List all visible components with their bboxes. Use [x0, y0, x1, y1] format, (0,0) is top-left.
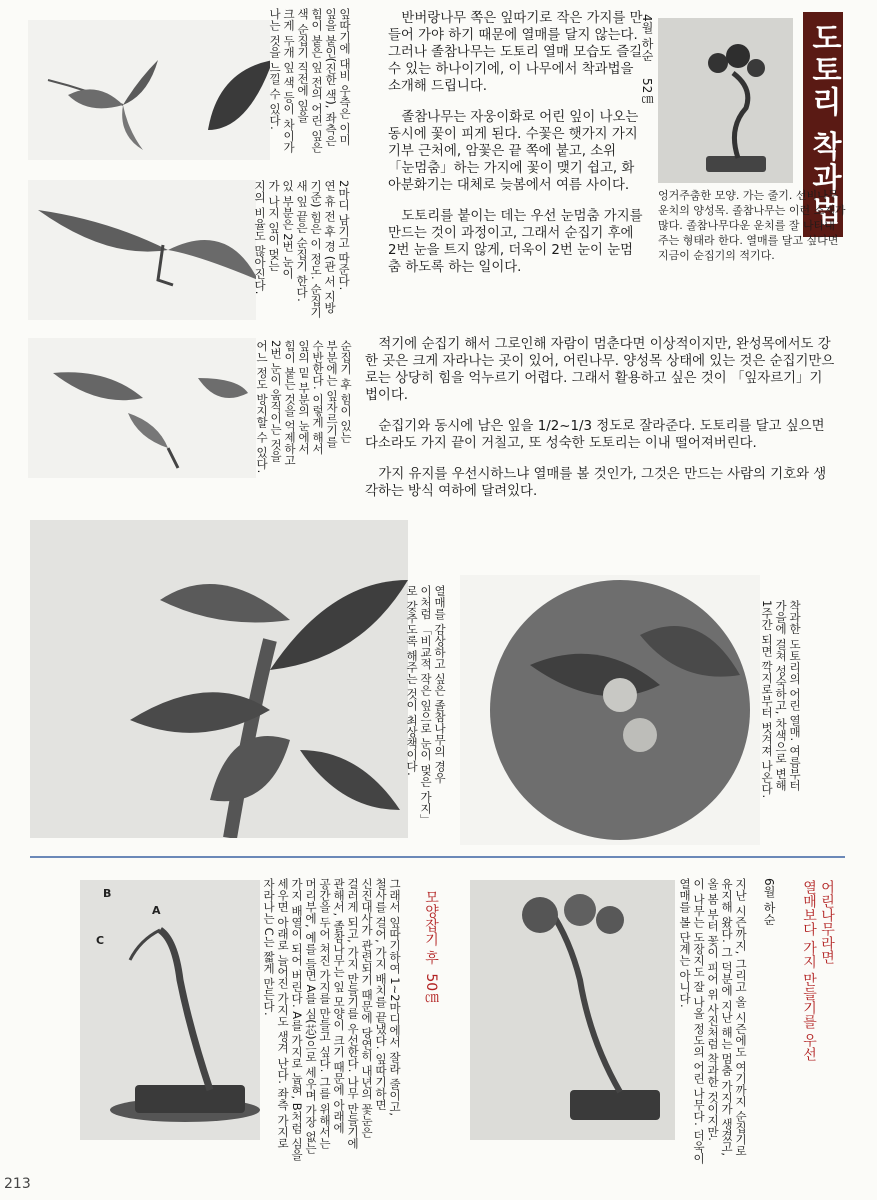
top-bonsai-photo: [658, 18, 793, 183]
bonsai-illustration-right: [470, 880, 675, 1140]
leaves-branch-photo: [30, 520, 408, 838]
leaf-photo-3: [28, 338, 256, 478]
body-text: [365, 336, 835, 514]
leaves-illustration: [30, 520, 408, 838]
bottom-right-title: 어린나무라면 열매보다 가지 만들기를 우선: [801, 880, 835, 1062]
bonsai-illustration-left: [80, 880, 260, 1140]
top-photo-size: 52㎝: [640, 78, 654, 106]
body-paragraph-2: 순집기와 동시에 남은 잎을 1/2~1/3 정도로 잘라준다. 도토리를 달고 싶으면 다소라도 가지 끝이 거칠고, 또 성숙한 도토리는 이내 떨어져버린다.: [365, 419, 825, 451]
top-photo-date: 4월 하순: [640, 14, 654, 62]
acorn-photo: [460, 575, 760, 845]
intro-paragraph-2: 졸참나무는 자웅이화로 어린 잎이 나오는 동시에 꽃이 피게 된다. 수꽃은 햇가지 가지 기부 근처에, 암꽃은 끝 쪽에 붙고, 소위 「눈멈춤」하는 가지에 꽃이 맺기 쉽고, 화아분화기는 대체로 늦봄에서 여름 사이다.: [388, 110, 639, 193]
bottom-right-text: 지난 시즌까지, 그리고 올 시즌에도 여기까지 순집기로 유지해 왔다. 그 덕분에 지난 해는 멈춤 가지가 생겼고, 올 봄 부터 꽃이 피어 위 사진처럼 착과한 것이지만. 이 나무는 도장지도 잘 나올 정도의 어린 나무다. 더욱이 열매를 볼 단계는 아니다.: [678, 878, 748, 1164]
leaf-illustration-1: [28, 20, 270, 160]
bottom-left-title: 모양잡기 후 50㎝: [423, 890, 439, 1006]
diagram-label-a: A: [152, 904, 161, 917]
diagram-label-b: B: [103, 887, 112, 900]
leaf-photo-1: [28, 20, 270, 160]
leaf-illustration-2: [28, 180, 256, 320]
leaf-caption-1: 잎따기에 대비 우측은 이미 잎을 붙인(진한 색), 좌측은 힘이 붙은 잎 전의 어린 잎은 색 순집기 직전에 잎을 크게 두개 잎 색 등이 차이가 나는 것을 느낄 수 있다.: [268, 8, 352, 153]
section-divider: [30, 856, 845, 858]
top-photo-caption: 엉거주춤한 모양. 가는 줄기. 선비나무 운치의 양성목. 졸참나무는 이런 소재가 많다. 졸참나무다운 운치를 잘 나타내 주는 형태라 한다. 열매를 달고 싶다면 지금이 순집기의 적기다.: [658, 189, 846, 262]
leaf-illustration-3: [28, 338, 256, 478]
mid-caption-right: 착과한 도토리의 어린 열매. 여름부터 가을에 걸쳐 성숙하고, 차색으로 변해 1주간 되면 깍지로부터 벗겨져 나온다.: [760, 600, 802, 799]
body-paragraph-1: 적기에 순집기 해서 그로인해 자람이 멈춘다면 이상적이지만, 완성목에서도 강한 곳은 크게 자라나는 곳이 있어, 어린나무. 양성목 상태에 있는 것은 순집기만으로는 상당히 힘을 억누르기 어렵다. 그래서 활용하고 싶은 것이 「잎자르기」기법이다.: [365, 337, 835, 403]
diagram-label-c: C: [96, 934, 105, 947]
bottom-left-bonsai-photo: [80, 880, 260, 1140]
bottom-right-bonsai-photo: [470, 880, 675, 1140]
body-paragraph-3: 가지 유지를 우선시하느냐 열매를 볼 것인가, 그것은 만드는 사람의 기호와 생각하는 방식 여하에 달려있다.: [365, 467, 827, 499]
leaf-caption-2: 2마디 남기고 따준다. 연 휴 전 후 경 (관 서 지방 기준) 힘은 이 정도. 순집기 새 잎 끝은 순집기 한다. 있 부분은 2번 눈이 가 나지 잎이 멎는 지의 비율도 많아진다.: [253, 180, 351, 318]
intro-paragraph-1: 반버랑나무 쪽은 잎따기로 작은 가지를 만들어 가야 하기 때문에 열매를 달지 않는다. 그러나 졸참나무는 도토리 열매 모습도 즐길 수 있는 하나이기에, 이 나무에서 착과법을 소개해 드립니다.: [388, 11, 643, 94]
page-number: 213: [4, 1176, 31, 1192]
mid-caption-left: 열매를 감상하고 싶은 졸참나무의 경우 이처럼 「비교적 작은 잎으로 눈이 멎은 가지」 로 갖추도록 해주는 것이 최상책이다.: [405, 585, 447, 826]
bonsai-illustration-top: [658, 18, 793, 183]
bottom-left-text: 그래서 잎따기하여 1~2마디에서 잘라 줄이고, 철사를 걸어, 가지 배치를 끝냈다. 잎따기하면 신진대사가 관련되기 때문에 당연히 내년의 꽃눈은 걸러게 되고, 가지 만들기를 우선한다. 나무 만들기에 관해서, 졸참나무는 잎 모양이 크기 때문에 아래에 공간을 두어 쳐진 가지를 만들고 싶다. 그를 위해서는 머리부에, 예를 들면 A를 심(芯)으로 세우며 가장 없는 가지 배열이 되어 버린다. A를 가지로 눕혀, B처럼 심을 세우면 아래로 늘어진 가지도 생겨 난다. 좌측 가지로 자라나는 C는 짧게 만든다.: [262, 878, 402, 1161]
leaf-photo-2: [28, 180, 256, 320]
article-title: 도토리 착과법: [803, 12, 843, 237]
intro-text: [388, 10, 646, 290]
acorn-illustration: [460, 575, 760, 845]
bottom-right-date: 6월 하순: [762, 878, 776, 926]
leaf-caption-3: 순집기 후 힘이 있는 부분에는 잎자르기를 수반한다. 이렇게 해서 잎의 밑 부분의 눈에서 힘이 붙는 것을 억제하고 2번 눈이 움직이는 것을 어느 정도 방지할 수 있다.: [255, 340, 353, 474]
intro-paragraph-3: 도토리를 붙이는 데는 우선 눈멈춤 가지를 만드는 것이 과정이고, 그래서 순집기 후에 2번 눈을 트지 않게, 더욱이 2번 눈이 눈멈춤 하도록 하는 일이다.: [388, 209, 643, 275]
